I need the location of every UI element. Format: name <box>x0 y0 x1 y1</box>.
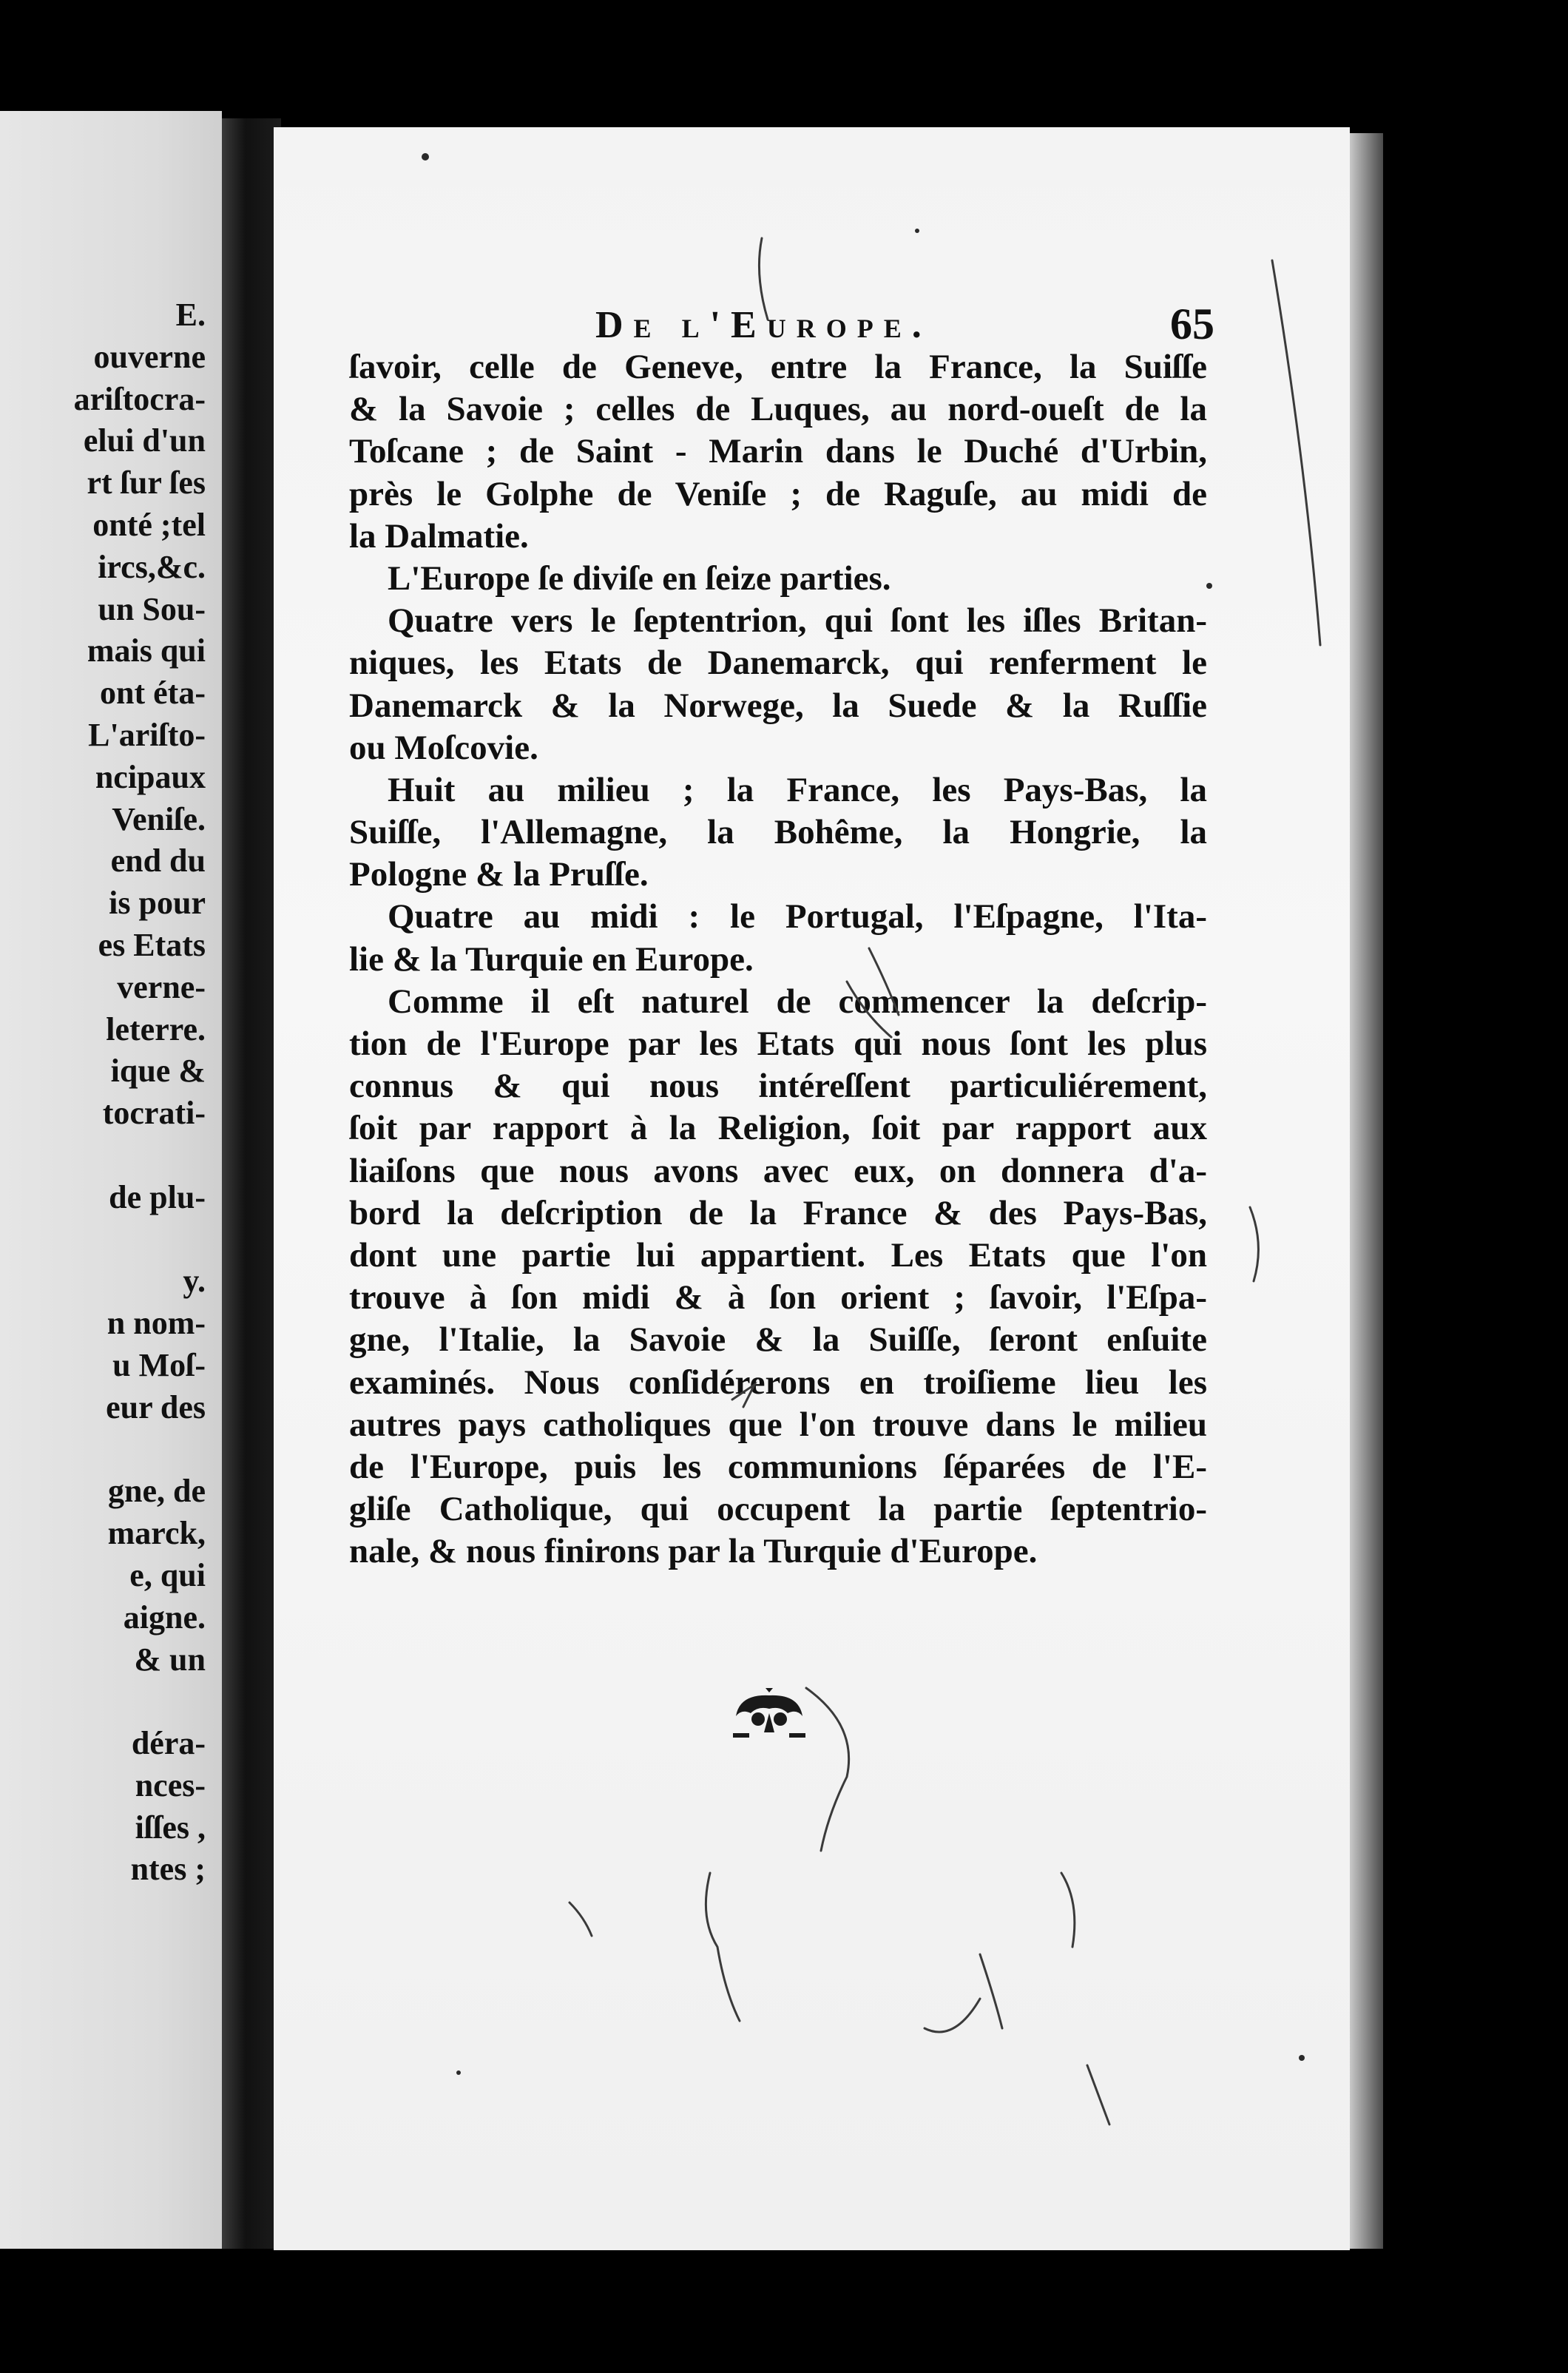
text-line: nale, & nous finirons par la Turquie d'Europe. <box>349 1532 1038 1571</box>
left-page-line: mais qui <box>87 632 206 669</box>
text-line: Toſcane ; de Saint - Marin dans le Duché d'Urbin, <box>349 432 1207 471</box>
left-page-line: y. <box>183 1263 206 1300</box>
text-line: Huit au milieu ; la France, les Pays-Bas, la <box>388 770 1207 809</box>
left-page-line: aigne. <box>123 1599 206 1636</box>
left-page-line: es Etats <box>98 926 206 963</box>
left-page-line <box>0 1429 206 1471</box>
left-page-line: L'ariſto- <box>88 716 206 753</box>
left-page-line: leterre. <box>106 1010 206 1047</box>
text-line: trouve à ſon midi & à ſon orient ; ſavoir, l'Eſpa- <box>349 1278 1207 1317</box>
left-page-line <box>0 1219 206 1261</box>
text-line: ou Moſcovie. <box>349 728 538 767</box>
left-page-line: ont éta- <box>100 675 206 712</box>
text-line: liaiſons que nous avons avec eux, on donnera d'a- <box>349 1151 1207 1190</box>
left-page-line: ouverne <box>93 338 206 375</box>
text-line: niques, les Etats de Danemarck, qui renferment le <box>349 644 1207 683</box>
page-number: 65 <box>1170 300 1214 348</box>
text-line: gne, l'Italie, la Savoie & la Suiſſe, ſeront enſuite <box>349 1320 1207 1360</box>
left-page-line: elui d'un <box>83 422 206 459</box>
book-page <box>274 127 1350 2250</box>
left-page-line: rt ſur ſes <box>87 465 206 502</box>
left-page-line: end du <box>110 843 206 880</box>
text-line: tion de l'Europe par les Etats qui nous ſont les plus <box>349 1025 1207 1063</box>
text-line: près le Golphe de Veniſe ; de Raguſe, au midi de <box>349 474 1207 513</box>
left-page-line: e, qui <box>129 1556 206 1593</box>
film-scratches <box>274 127 1350 2250</box>
text-line: ſoit par rapport à la Religion, ſoit par rapport aux <box>349 1109 1207 1148</box>
left-page-line: nces- <box>135 1766 206 1803</box>
running-title: De l'Europe. <box>595 304 932 346</box>
left-page-line: verne- <box>117 968 206 1005</box>
left-page-text <box>0 294 206 1891</box>
left-page-line: ircs,&c. <box>98 548 206 585</box>
left-page-line: iſſes , <box>135 1809 206 1846</box>
text-line: gliſe Catholique, qui occupent la partie ſeptentrio- <box>349 1490 1207 1529</box>
left-page-line: ncipaux <box>95 758 206 795</box>
left-page-line: ique & <box>110 1053 206 1090</box>
text-line: autres pays catholiques que l'on trouve dans le milieu <box>349 1405 1207 1444</box>
left-page-line <box>0 1135 206 1177</box>
text-line: connus & qui nous intéreſſent particuliérement, <box>349 1067 1207 1106</box>
text-line: ſavoir, celle de Geneve, entre la France, la Suiſſe <box>349 348 1207 386</box>
text-line: lie & la Turquie en Europe. <box>349 939 754 979</box>
text-line: Quatre vers le ſeptentrion, qui ſont les iſles Britan- <box>388 601 1207 641</box>
left-page-line: un Sou- <box>98 590 206 627</box>
text-line: Comme il eſt naturel de commencer la deſcrip- <box>388 982 1207 1021</box>
left-page-line: & un <box>134 1641 206 1678</box>
left-page-line: ariſtocra- <box>73 380 206 417</box>
text-line: Danemarck & la Norwege, la Suede & la Ruſſie <box>349 686 1207 725</box>
text-line: Suiſſe, l'Allemagne, la Bohême, la Hongrie, la <box>349 813 1207 852</box>
book-gutter <box>222 118 281 2249</box>
left-page-line: u Moſ- <box>112 1346 206 1383</box>
left-page-line: ntes ; <box>130 1851 206 1888</box>
text-line: Quatre au midi : le Portugal, l'Eſpagne, l'Ita- <box>388 897 1207 936</box>
left-page-line: marck, <box>107 1515 206 1552</box>
text-line: de l'Europe, puis les communions ſéparées de l'E- <box>349 1447 1207 1486</box>
left-page-line: onté ;tel <box>92 506 206 543</box>
text-line: dont une partie lui appartient. Les Etats que l'on <box>349 1235 1207 1275</box>
left-page-line: is pour <box>109 885 206 922</box>
page-edge-shadow <box>1350 133 1383 2249</box>
text-line: L'Europe ſe diviſe en ſeize parties. <box>388 558 891 598</box>
text-line: la Dalmatie. <box>349 516 529 556</box>
left-page-line: tocrati- <box>102 1095 206 1132</box>
left-page-line: n nom- <box>107 1305 206 1342</box>
text-line: examinés. Nous conſidérerons en troiſieme lieu les <box>349 1363 1207 1402</box>
text-line: bord la deſcription de la France & des Pays-Bas, <box>349 1193 1207 1232</box>
left-page-fragment <box>0 111 222 2249</box>
left-page-line: E. <box>175 297 206 333</box>
left-page-line: Veniſe. <box>112 800 206 837</box>
text-line: & la Savoie ; celles de Luques, au nord-oueſt de la <box>349 390 1207 429</box>
left-page-line: gne, de <box>108 1473 206 1510</box>
left-page-line: de plu- <box>109 1178 206 1215</box>
left-page-line: eur des <box>106 1388 206 1425</box>
left-page-line: déra- <box>131 1725 206 1762</box>
left-page-line <box>0 1681 206 1723</box>
text-line: Pologne & la Pruſſe. <box>349 855 649 894</box>
